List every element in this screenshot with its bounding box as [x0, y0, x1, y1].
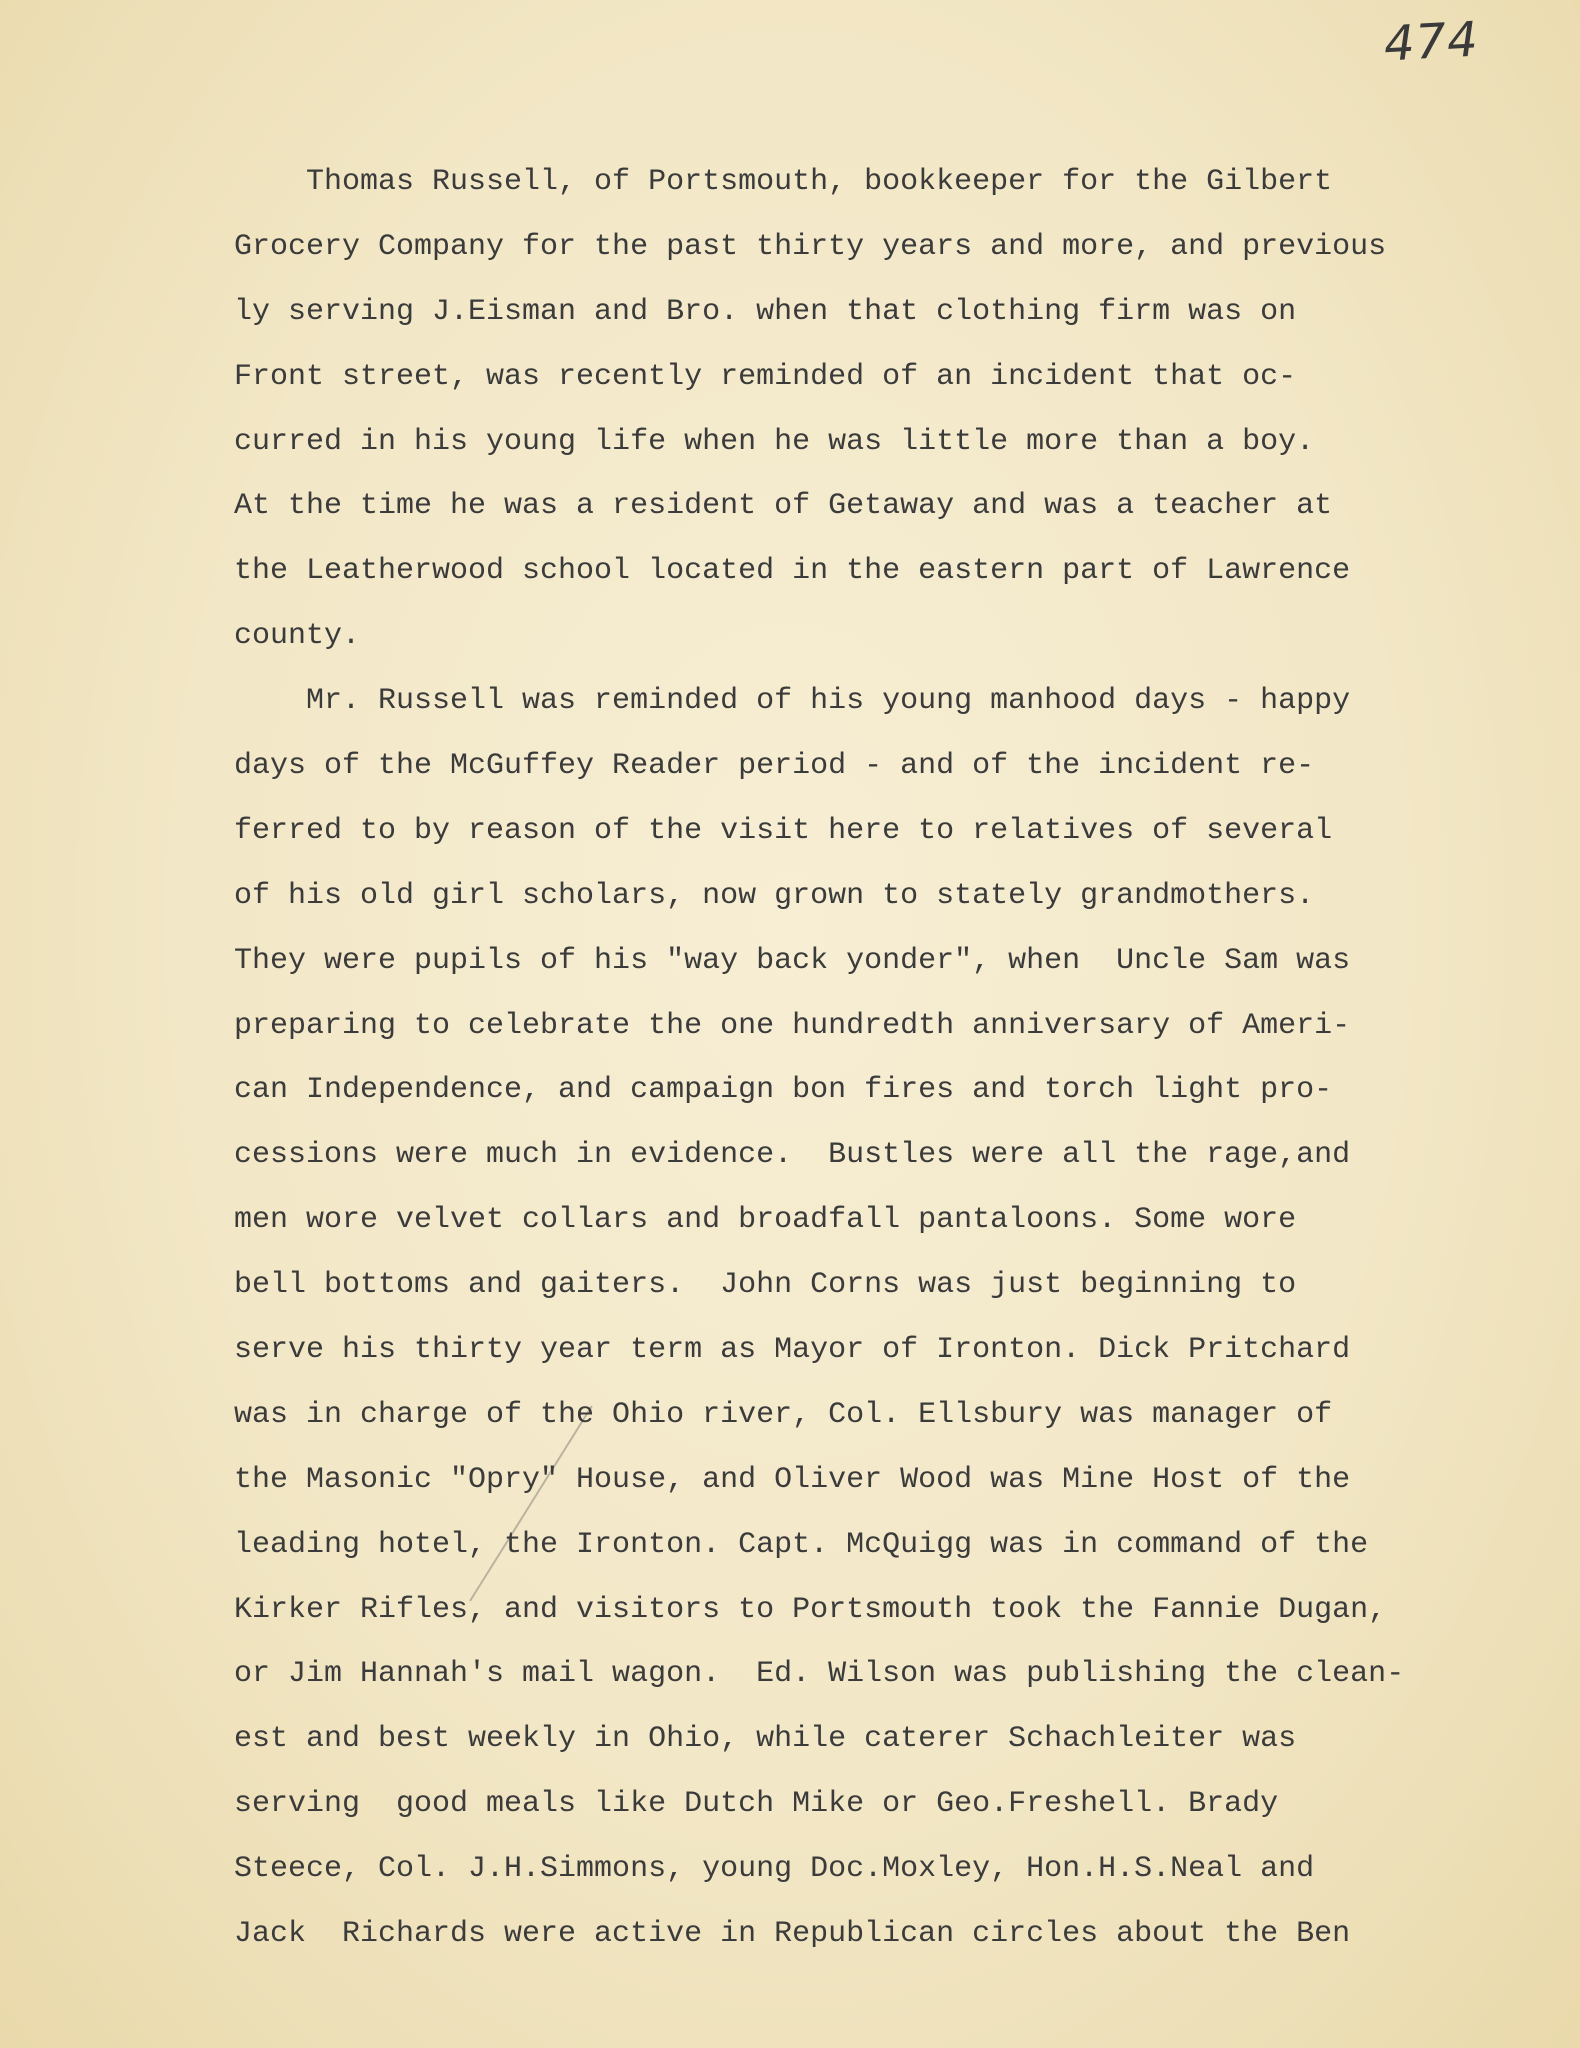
text-line: was in charge of the Ohio river, Col. Ellsbury was manager of [234, 1397, 1333, 1432]
text-line: can Independence, and campaign bon fires and torch light pro- [234, 1073, 1333, 1108]
text-line: preparing to celebrate the one hundredth anniversary of Ameri- [234, 1008, 1351, 1043]
text-line: county. [234, 619, 361, 654]
text-line: the Leatherwood school located in the eastern part of Lawrence [234, 554, 1351, 589]
text-line: Steece, Col. J.H.Simmons, young Doc.Moxley, Hon.H.S.Neal and [234, 1852, 1315, 1887]
text-line: leading hotel, the Ironton. Capt. McQuigg was in command of the [234, 1527, 1369, 1562]
text-line: bell bottoms and gaiters. John Corns was just beginning to [234, 1268, 1297, 1303]
text-line: Kirker Rifles, and visitors to Portsmouth took the Fannie Dugan, [234, 1592, 1387, 1627]
text-line: At the time he was a resident of Getaway and was a teacher at [234, 489, 1333, 524]
text-line: of his old girl scholars, now grown to stately grandmothers. [234, 878, 1315, 913]
text-line: or Jim Hannah's mail wagon. Ed. Wilson was publishing the clean- [234, 1657, 1405, 1692]
text-line: the Masonic "Opry" House, and Oliver Wood was Mine Host of the [234, 1462, 1351, 1497]
text-line: days of the McGuffey Reader period - and of the incident re- [234, 749, 1315, 784]
text-line: cessions were much in evidence. Bustles were all the rage,and [234, 1138, 1351, 1173]
text-line: curred in his young life when he was little more than a boy. [234, 424, 1315, 459]
text-line: Jack Richards were active in Republican circles about the Ben [234, 1917, 1351, 1952]
text-line: Mr. Russell was reminded of his young manhood days - happy [234, 684, 1351, 719]
page-number: 474 [1382, 11, 1481, 73]
text-line: Thomas Russell, of Portsmouth, bookkeeper for the Gilbert [234, 165, 1333, 199]
text-line: ferred to by reason of the visit here to relatives of several [234, 813, 1333, 848]
text-line: ly serving J.Eisman and Bro. when that clothing firm was on [234, 294, 1297, 329]
text-line: serve his thirty year term as Mayor of Ironton. Dick Pritchard [234, 1333, 1351, 1368]
body-text [234, 150, 1474, 1967]
text-line: men wore velvet collars and broadfall pantaloons. Some wore [234, 1203, 1297, 1238]
text-line: serving good meals like Dutch Mike or Geo.Freshell. Brady [234, 1787, 1279, 1822]
text-line: Front street, was recently reminded of an incident that oc- [234, 359, 1297, 394]
text-line: Grocery Company for the past thirty years and more, and previous [234, 229, 1387, 264]
text-line: They were pupils of his "way back yonder", when Uncle Sam was [234, 943, 1351, 978]
text-line: est and best weekly in Ohio, while caterer Schachleiter was [234, 1722, 1297, 1757]
